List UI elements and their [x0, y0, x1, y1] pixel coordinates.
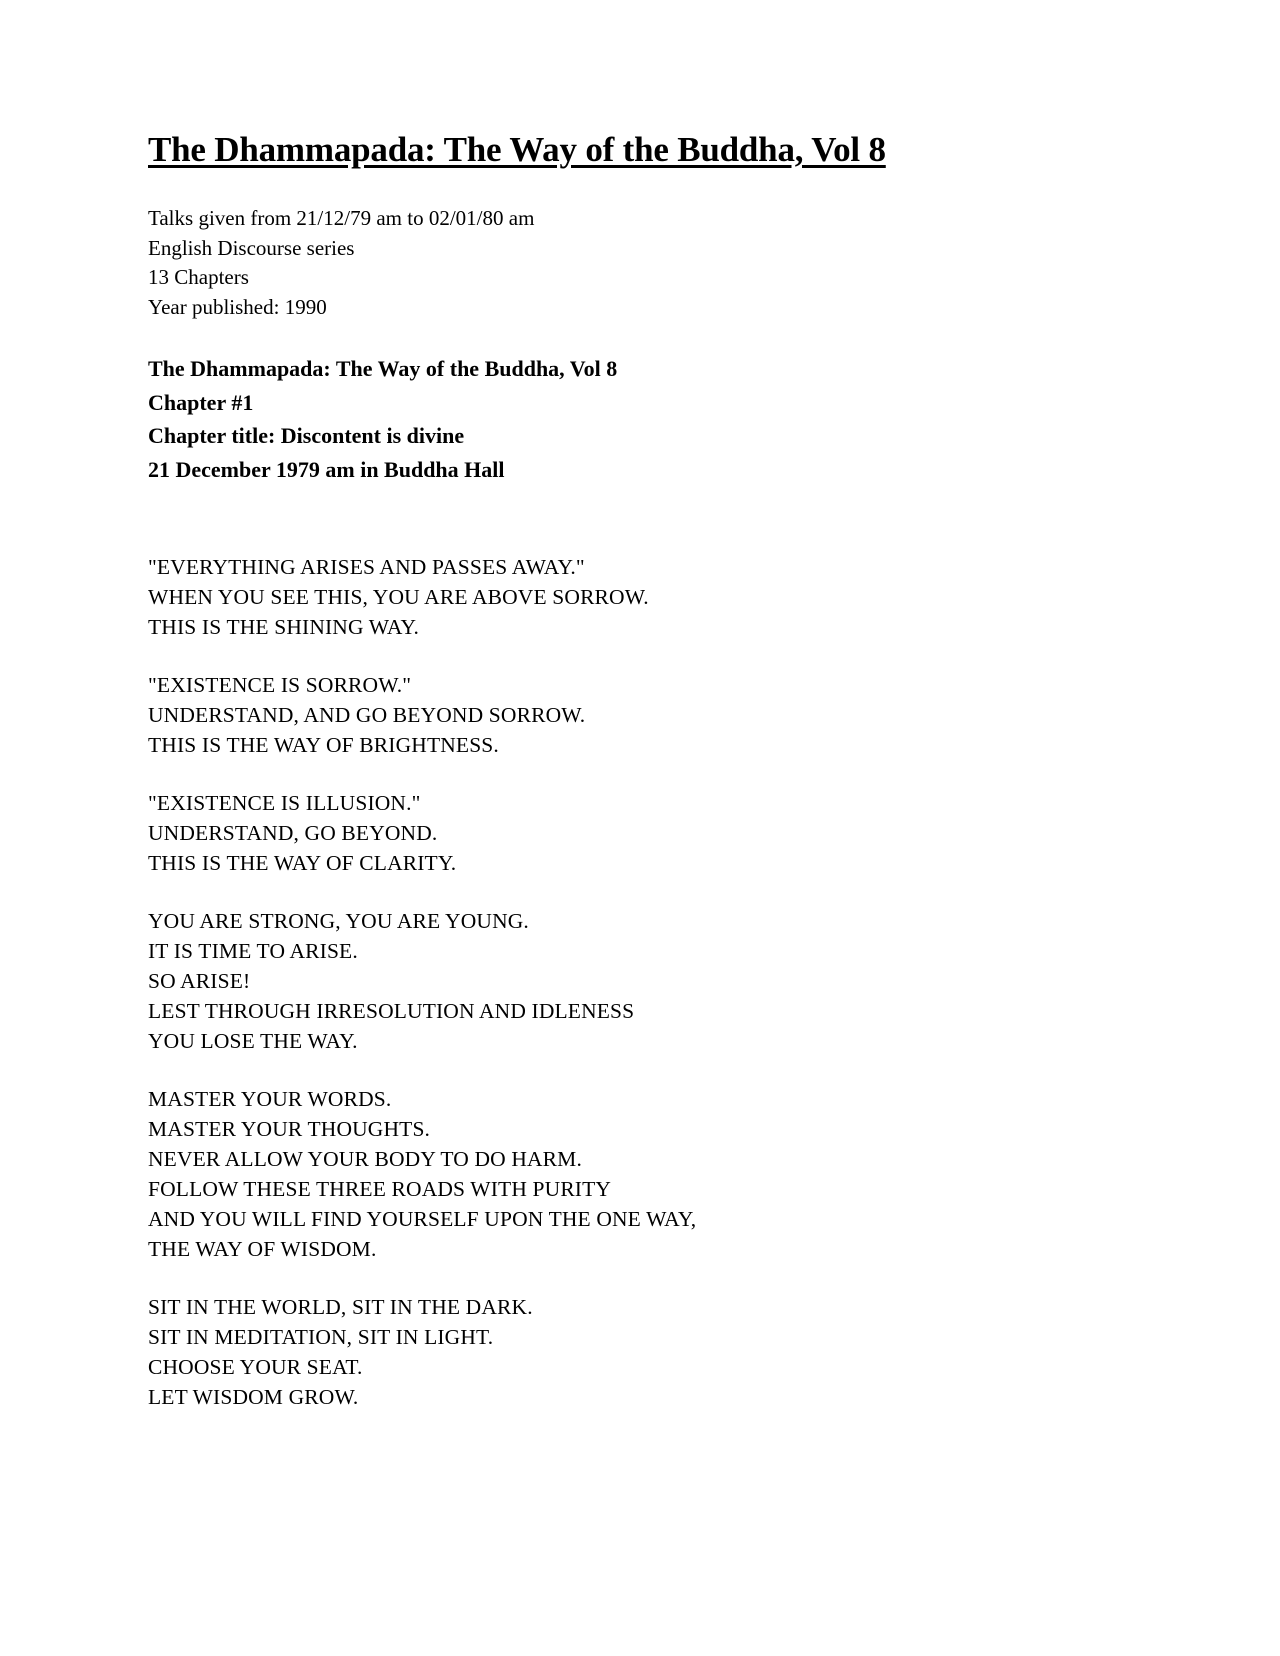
verse-line: "EVERYTHING ARISES AND PASSES AWAY." [148, 555, 585, 580]
verse-stanza [148, 1292, 1130, 1412]
metadata-line-year: Year published: 1990 [148, 294, 327, 319]
verse-line: SIT IN THE WORLD, SIT IN THE DARK. [148, 1295, 533, 1320]
verse-stanza [148, 1084, 1130, 1264]
verse-stanza [148, 670, 1130, 760]
verse-line: LEST THROUGH IRRESOLUTION AND IDLENESS [148, 999, 635, 1024]
verse-line: UNDERSTAND, GO BEYOND. [148, 821, 438, 846]
metadata-line-talks: Talks given from 21/12/79 am to 02/01/80 am [148, 206, 535, 231]
verse-line: WHEN YOU SEE THIS, YOU ARE ABOVE SORROW. [148, 585, 649, 610]
verse-line: AND YOU WILL FIND YOURSELF UPON THE ONE WAY, [148, 1207, 697, 1232]
verse-line: IT IS TIME TO ARISE. [148, 939, 358, 964]
chapter-header-title: Chapter title: Discontent is divine [148, 423, 465, 449]
verse-line: NEVER ALLOW YOUR BODY TO DO HARM. [148, 1147, 582, 1172]
verse-line: FOLLOW THESE THREE ROADS WITH PURITY [148, 1177, 612, 1202]
verse-line: MASTER YOUR THOUGHTS. [148, 1117, 431, 1142]
verse-line: UNDERSTAND, AND GO BEYOND SORROW. [148, 703, 586, 728]
verse-line: LET WISDOM GROW. [148, 1385, 359, 1410]
verse-stanza [148, 906, 1130, 1056]
chapter-header-date: 21 December 1979 am in Buddha Hall [148, 456, 505, 482]
chapter-header [148, 352, 1130, 486]
verse-line: THIS IS THE WAY OF BRIGHTNESS. [148, 733, 499, 758]
verse-line: CHOOSE YOUR SEAT. [148, 1355, 363, 1380]
page-title: The Dhammapada: The Way of the Buddha, Vol 8 [148, 130, 886, 169]
verse-line: SO ARISE! [148, 969, 251, 994]
verse-line: THIS IS THE WAY OF CLARITY. [148, 851, 457, 876]
verse-line: YOU ARE STRONG, YOU ARE YOUNG. [148, 909, 529, 934]
verse-stanza [148, 552, 1130, 642]
chapter-header-number: Chapter #1 [148, 389, 254, 415]
verse-line: "EXISTENCE IS SORROW." [148, 673, 412, 698]
verse-line: SIT IN MEDITATION, SIT IN LIGHT. [148, 1325, 494, 1350]
metadata-line-series: English Discourse series [148, 235, 355, 260]
verse-line: MASTER YOUR WORDS. [148, 1087, 392, 1112]
verse-line: THE WAY OF WISDOM. [148, 1237, 377, 1262]
verse-line: THIS IS THE SHINING WAY. [148, 615, 419, 640]
metadata-line-chapters: 13 Chapters [148, 265, 249, 290]
verse-stanza [148, 788, 1130, 878]
document-metadata [148, 204, 1130, 322]
chapter-header-book: The Dhammapada: The Way of the Buddha, Vol 8 [148, 356, 618, 382]
verse-line: YOU LOSE THE WAY. [148, 1029, 358, 1054]
verse-line: "EXISTENCE IS ILLUSION." [148, 791, 421, 816]
